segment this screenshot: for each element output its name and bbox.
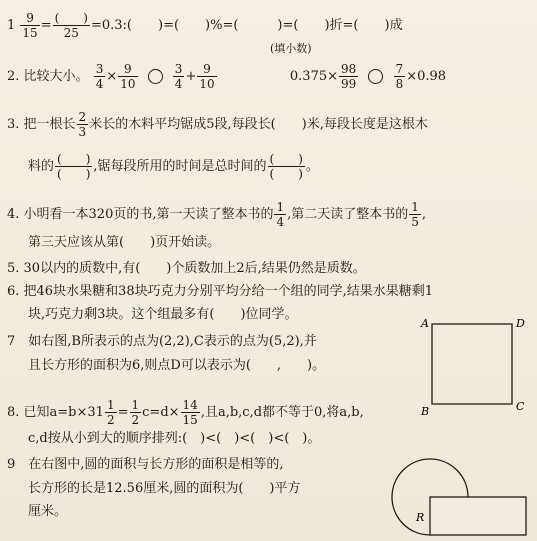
label-b: B: [421, 405, 430, 418]
question-8-line-2: c,d按从小到大的顺序排列:( )<( )<( )<( )。: [28, 431, 321, 446]
q3-f2: [55, 152, 92, 181]
label-r: R: [416, 511, 425, 524]
question-7-line-2: 且长方形的面积为6,则点D可以表示为( , )。: [28, 358, 326, 373]
q2-a2-den: 10: [120, 77, 136, 91]
q2-b2: [197, 62, 216, 91]
question-6-line-2: 块,巧克力剩3块。这个组最多有( )位同学。: [28, 307, 298, 322]
q4-l1a: 4. 小明看一本320页的书,第一天读了整本书的: [7, 207, 274, 222]
question-5: 5. 30以内的质数中,有( )个质数加上2后,结果仍然是质数。: [7, 261, 366, 276]
q2-a2: [118, 62, 137, 91]
question-4-line-2: 第三天应该从第( )页开始读。: [28, 235, 221, 250]
q2-c-pre: 0.375×: [289, 69, 339, 84]
q2-a1-den: 4: [95, 77, 104, 91]
q3-l1b: 米长的木料平均锯成5段,每段长( )米,每段长度是这根木: [89, 117, 428, 132]
q2-b1-num: 3: [174, 62, 183, 76]
q1-f1-den: 15: [22, 26, 38, 40]
q3-l2b: ,锯每段所用的时间是总时间的: [93, 159, 267, 174]
q4-f1-num: 1: [276, 200, 285, 214]
label-a: A: [421, 317, 429, 330]
q2-b2-den: 10: [199, 77, 215, 91]
q1-number: 1: [7, 18, 16, 33]
q2-c1: [339, 62, 358, 91]
q8-mix-frac: [105, 398, 117, 427]
q2-plus: +: [185, 69, 197, 84]
q2-a1-num: 3: [95, 62, 104, 76]
label-c: C: [516, 400, 525, 413]
q1-note: (填小数): [270, 42, 312, 55]
q2-a2-num: 9: [118, 62, 137, 77]
q3-l2c: 。: [305, 159, 319, 174]
q8-f2-num: 14: [182, 398, 198, 412]
q7-rectangle-figure: [418, 315, 528, 419]
question-9-line-3: 厘米。: [28, 504, 68, 519]
question-9-line-2: 长方形的长是12.56厘米,圆的面积为( )平方: [28, 481, 301, 496]
q4-l1b: ,第二天读了整本书的: [287, 207, 409, 222]
q8-mix-whole: 1: [95, 405, 104, 420]
q1-f1-num: 9: [20, 11, 39, 26]
q3-f3-num: ( ): [269, 152, 303, 166]
q3-f1-den: 3: [78, 125, 87, 139]
q1-rest: =0.3:( )=( )%=( )=( )折=( )成: [90, 18, 403, 33]
q4-f1: [274, 200, 286, 229]
q1-f2-num: ( ): [54, 11, 88, 25]
q2-d1: [394, 62, 406, 91]
q2-b1: [173, 62, 185, 91]
question-8-line-1: [7, 398, 364, 427]
q2-times: ×: [106, 69, 118, 84]
q2-c1-den: 99: [341, 77, 357, 91]
q2-d1-num: 7: [395, 62, 404, 76]
q1-equals: =: [40, 18, 52, 33]
q8-mix-den: 2: [106, 413, 115, 427]
q2-label: 2. 比较大小。: [7, 69, 89, 84]
q8-f2: [181, 398, 200, 427]
q2-a1: [94, 62, 106, 91]
question-3-line-1: [7, 110, 428, 139]
question-9-line-1: 9 在右图中,圆的面积与长方形的面积是相等的,: [7, 457, 284, 472]
question-2: [7, 62, 446, 91]
q1-f2-den: 25: [63, 26, 79, 40]
q8-mix-num: 1: [106, 398, 115, 412]
q2-b1-den: 4: [174, 77, 183, 91]
q3-f1-num: 2: [78, 110, 87, 124]
q2-b2-num: 9: [197, 62, 216, 77]
q8-f2-den: 15: [182, 413, 198, 427]
q4-f2-num: 1: [411, 200, 419, 214]
q9-circle-rectangle-figure: [382, 455, 532, 539]
q7-rectangle: [432, 324, 512, 404]
q2-d1-den: 8: [395, 77, 404, 91]
q3-f3: [268, 152, 305, 181]
compare-circle-2[interactable]: [368, 69, 383, 84]
q3-f2-num: ( ): [57, 152, 91, 166]
question-7-line-1: 7 如右图,B所表示的点为(2,2),C表示的点为(5,2),并: [7, 334, 317, 349]
q4-f1-den: 4: [276, 215, 285, 229]
question-6-line-1: 6. 把46块水果糖和38块巧克力分别平均分给一个组的同学,结果水果糖剩1: [7, 284, 434, 299]
q3-f3-den: ( ): [269, 167, 303, 181]
compare-circle-1[interactable]: [148, 69, 163, 84]
q8-l1d: ,且a,b,c,d都不等于0,将a,b,: [200, 405, 364, 420]
q4-f2-den: 5: [411, 215, 419, 229]
q3-l1a: 3. 把一根长: [7, 117, 76, 132]
q8-f1-num: 1: [131, 398, 140, 412]
q8-l1c: c=d×: [142, 405, 180, 420]
q8-f1-den: 2: [131, 413, 140, 427]
question-3-line-2: [28, 152, 319, 181]
q8-l1a: 8. 已知a=b×3: [7, 405, 96, 420]
q2-c1-num: 98: [341, 62, 357, 76]
q8-l1b: =: [117, 405, 129, 420]
q8-f1: [130, 398, 142, 427]
q3-f1: [77, 110, 89, 139]
q1-fraction-2: [53, 11, 90, 40]
q4-l1c: ,: [421, 207, 427, 222]
q3-l2a: 料的: [28, 159, 55, 174]
q4-f2: [409, 200, 421, 229]
q3-f2-den: ( ): [57, 167, 91, 181]
question-1: [7, 11, 403, 40]
q1-fraction-1: [20, 11, 39, 40]
label-d: D: [516, 317, 525, 330]
q9-rectangle: [430, 497, 526, 535]
question-4-line-1: [7, 200, 426, 229]
q2-d-post: ×0.98: [406, 69, 447, 84]
